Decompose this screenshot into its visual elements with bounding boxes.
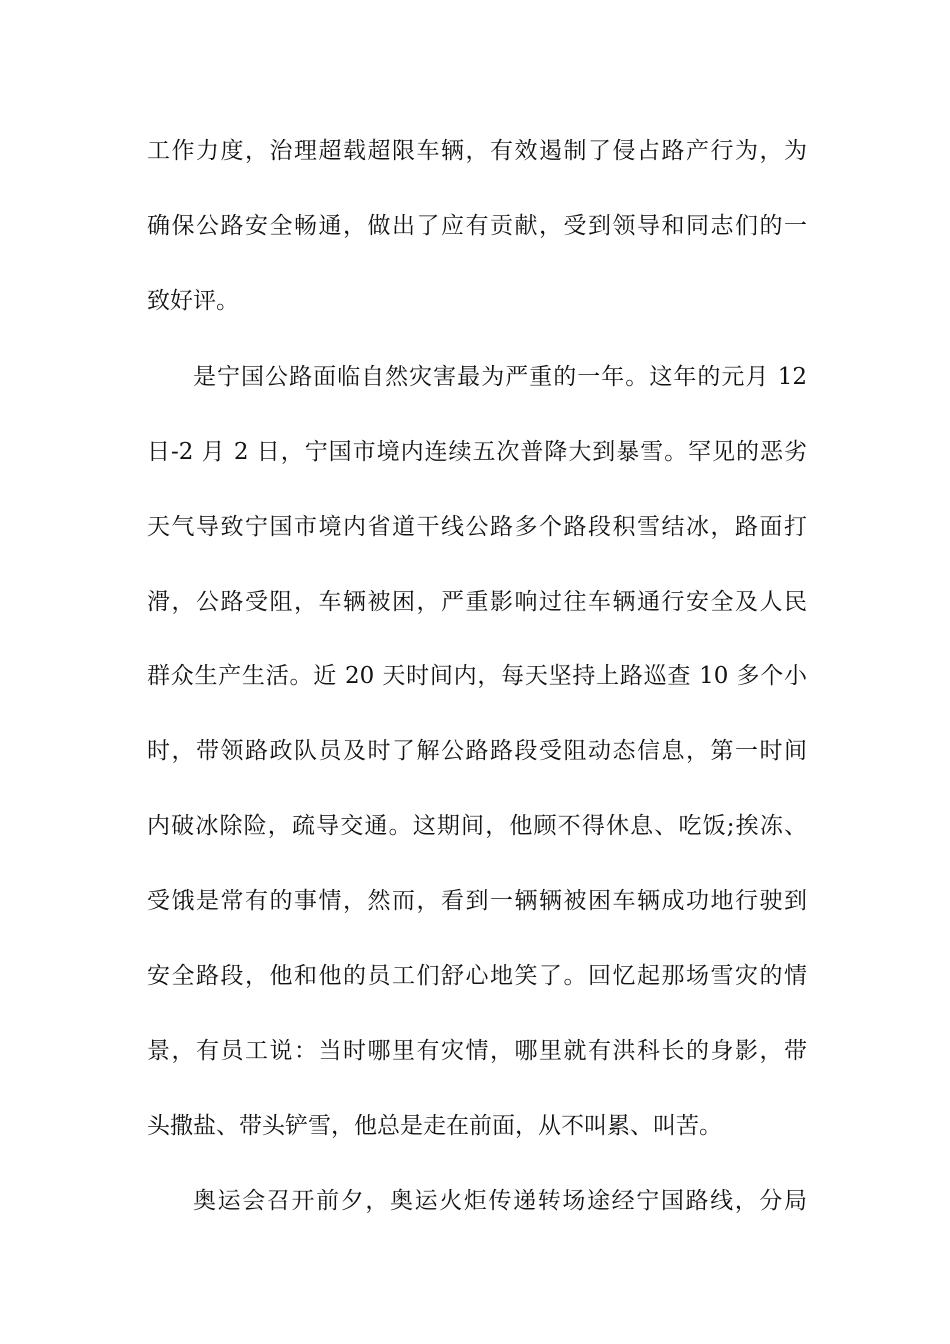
paragraph-1-line-2: 确保公路安全畅通，做出了应有贡献，受到领导和同志们的一	[147, 213, 807, 239]
paragraph-2-line-7: 内破冰除险，疏导交通。这期间，他顾不得休息、吃饭;挨冻、	[147, 813, 807, 839]
paragraph-2-line-3: 天气导致宁国市境内省道干线公路多个路段积雪结冰，路面打	[147, 514, 807, 540]
paragraph-2-line-1: 是宁国公路面临自然灾害最为严重的一年。这年的元月 12	[193, 364, 807, 390]
paragraph-2-line-10: 景，有员工说：当时哪里有灾情，哪里就有洪科长的身影，带	[147, 1038, 807, 1064]
paragraph-2-line-2: 日-2 月 2 日，宁国市境内连续五次普降大到暴雪。罕见的恶劣	[147, 439, 807, 465]
paragraph-1-line-1: 工作力度，治理超载超限车辆，有效遏制了侵占路产行为，为	[147, 138, 807, 164]
paragraph-3-line-1: 奥运会召开前夕，奥运火炬传递转场途经宁国路线，分局	[193, 1188, 807, 1214]
paragraph-2-line-9: 安全路段，他和他的员工们舒心地笑了。回忆起那场雪灾的情	[147, 963, 807, 989]
paragraph-2-line-11: 头撒盐、带头铲雪，他总是走在前面，从不叫累、叫苦。	[147, 1113, 722, 1139]
paragraph-2-line-4: 滑，公路受阻，车辆被困，严重影响过往车辆通行安全及人民	[147, 589, 807, 615]
paragraph-2-line-8: 受饿是常有的事情，然而，看到一辆辆被困车辆成功地行驶到	[147, 888, 807, 914]
paragraph-2-line-6: 时，带领路政队员及时了解公路路段受阻动态信息，第一时间	[147, 738, 807, 764]
paragraph-1-line-3: 致好评。	[147, 288, 239, 314]
paragraph-2-line-5: 群众生产生活。近 20 天时间内，每天坚持上路巡查 10 多个小	[147, 663, 807, 689]
